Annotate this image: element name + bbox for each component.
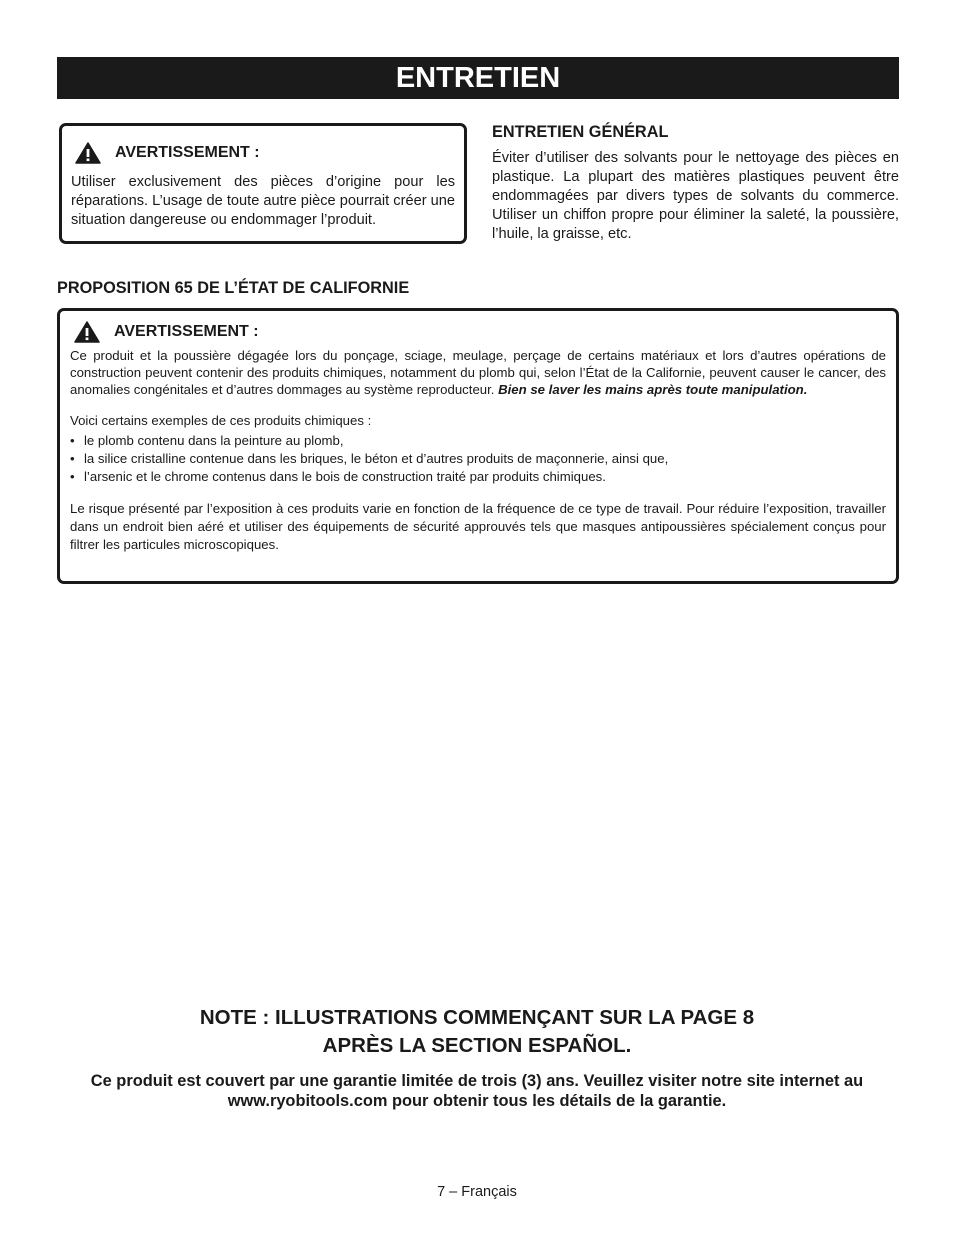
- chemicals-list: [70, 432, 886, 486]
- warning-heading: AVERTISSEMENT :: [115, 144, 260, 161]
- prop65-risk-paragraph: Le risque présenté par l’exposition à ces produits varie en fonction de la fréquence de ce type de travail. Pour réduire l’exposition, travailler dans un endroit bien aéré et utiliser des équipements de sécurité approuvés tels que masques antipoussières spécialement conçus pour filtrer les particules microscopiques.: [70, 501, 886, 553]
- general-maintenance-heading: ENTRETIEN GÉNÉRAL: [492, 123, 669, 141]
- warning-heading: AVERTISSEMENT :: [114, 323, 259, 340]
- list-item: • le plomb contenu dans la peinture au plomb,: [70, 432, 886, 450]
- warranty-text: Ce produit est couvert par une garantie limitée de trois (3) ans. Veuillez visiter notre site internet au www.ryobitools.com pour obtenir tous les détails de la garantie.: [90, 1072, 864, 1110]
- general-maintenance-text: Éviter d’utiliser des solvants pour le nettoyage des pièces en plastique. La plupart des matières plastiques peuvent être endommagées par divers types de solvants du commerce. Utiliser un chiffon propre pour éliminer la saleté, la poussière, l’huile, la graisse, etc.: [492, 150, 899, 242]
- list-item: • l’arsenic et le chrome contenus dans le bois de construction traité par produits chimiques.: [70, 468, 886, 486]
- warning-text: Utiliser exclusivement des pièces d’origine pour les réparations. L’usage de toute autre pièce pourrait créer une situation dangereuse ou endommager l’produit.: [71, 174, 455, 228]
- prop65-emphasis: Bien se laver les mains après toute manipulation.: [498, 381, 808, 397]
- warning-triangle-icon: [74, 321, 100, 343]
- note-line-1: NOTE : ILLUSTRATIONS COMMENÇANT SUR LA PAGE 8: [199, 1006, 755, 1029]
- warning-triangle-icon: [75, 142, 101, 164]
- warning-header: [71, 142, 455, 164]
- warning-header: [70, 321, 886, 343]
- note-line-2: APRÈS LA SECTION ESPAÑOL.: [322, 1034, 632, 1057]
- prop65-paragraph-text: Ce produit et la poussière dégagée lors du ponçage, sciage, meulage, perçage de certains matériaux et lors d’autres opérations de construction peuvent contenir des produits chimiques, notamment du plomb qui, selon l’État de la Californie, peuvent causer le cancer, des anomalies congénitales et d’autres dommages au système reproducteur.: [70, 348, 886, 397]
- page-footer: 7 – Français: [437, 1184, 517, 1200]
- warning-box-prop65: [57, 308, 899, 584]
- illustrations-note: [0, 1004, 954, 1060]
- prop65-intro: Voici certains exemples de ces produits chimiques :: [70, 413, 372, 429]
- warning-box-parts: [59, 123, 467, 244]
- prop65-title: PROPOSITION 65 DE L’ÉTAT DE CALIFORNIE: [57, 279, 410, 297]
- section-banner: ENTRETIEN: [57, 57, 899, 99]
- general-maintenance-section: [492, 122, 899, 244]
- prop65-paragraph: [70, 348, 886, 398]
- list-item: • la silice cristalline contenue dans les briques, le béton et d’autres produits de maçonnerie, ainsi que,: [70, 450, 886, 468]
